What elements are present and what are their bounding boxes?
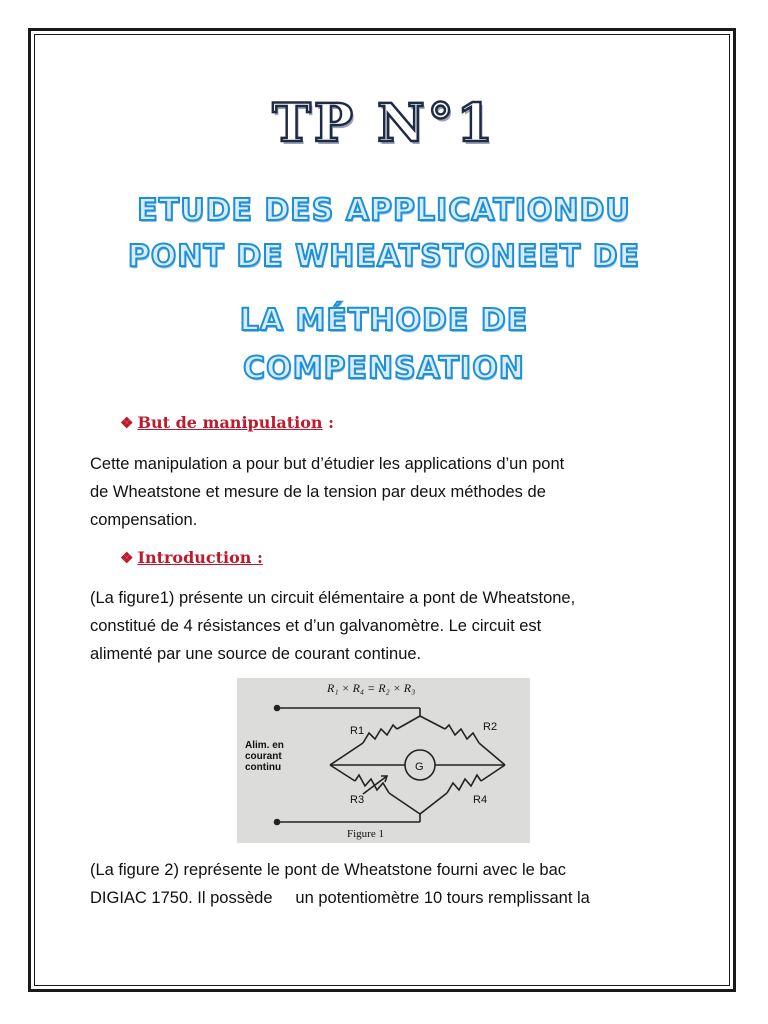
galvanometer-label: G [415,761,424,773]
source-label-line-3: continu [245,762,282,773]
paragraph-line: Cette manipulation a pour but d’étudier les applications d’un pont [90,455,565,473]
paragraph-but [90,450,690,534]
wheatstone-circuit-diagram [237,678,530,843]
source-label-line-2: courant [245,751,282,762]
paragraph-line: (La figure1) présente un circuit élémentaire a pont de Wheatstone, [90,589,576,607]
main-title-line-1: ETUDE DES APPLICATIONDU [137,193,631,228]
paragraph-line: (La figure 2) représente le pont de Wheatstone fourni avec le bac [90,861,567,879]
source-label-line-1: Alim. en [245,740,284,751]
section-heading-but-colon: : [328,413,335,432]
paragraph-line: constitué de 4 résistances et d’un galvanomètre. Le circuit est [90,617,542,635]
paragraph-intro [90,584,690,668]
section-heading-but-text: But de manipulation [137,413,323,432]
paragraph-line: de Wheatstone et mesure de la tension par deux méthodes de [90,483,546,501]
main-title-line-2: PONT DE WHEATSTONEET DE [127,239,641,274]
paragraph-line: alimenté par une source de courant continue. [90,645,422,663]
label-r1: R1 [350,725,365,737]
tp-title: TP N°1 [272,93,496,154]
label-r4: R4 [473,794,488,806]
paragraph-line: compensation. [90,511,198,529]
label-r3: R3 [350,794,365,806]
figure-caption: Figure 1 [347,828,384,840]
main-title-line-3: LA MÉTHODE DE [239,303,529,338]
figure-equation: R₁ × R₄ = R₂ × R₃ [327,681,416,695]
section-heading-intro-text: Introduction : [137,548,263,567]
diamond-bullet-icon: ❖ [120,549,134,567]
figure-1-wheatstone-bridge [237,678,530,843]
paragraph-line: DIGIAC 1750. Il possède un potentiomètre 10 tours remplissant la [90,889,590,907]
main-title-line-4: COMPENSATION [243,351,525,386]
section-heading-but [120,415,334,431]
paragraph-figure-2 [90,856,690,912]
diamond-bullet-icon: ❖ [120,414,134,432]
section-heading-intro [120,550,263,566]
label-r2: R2 [483,721,498,733]
